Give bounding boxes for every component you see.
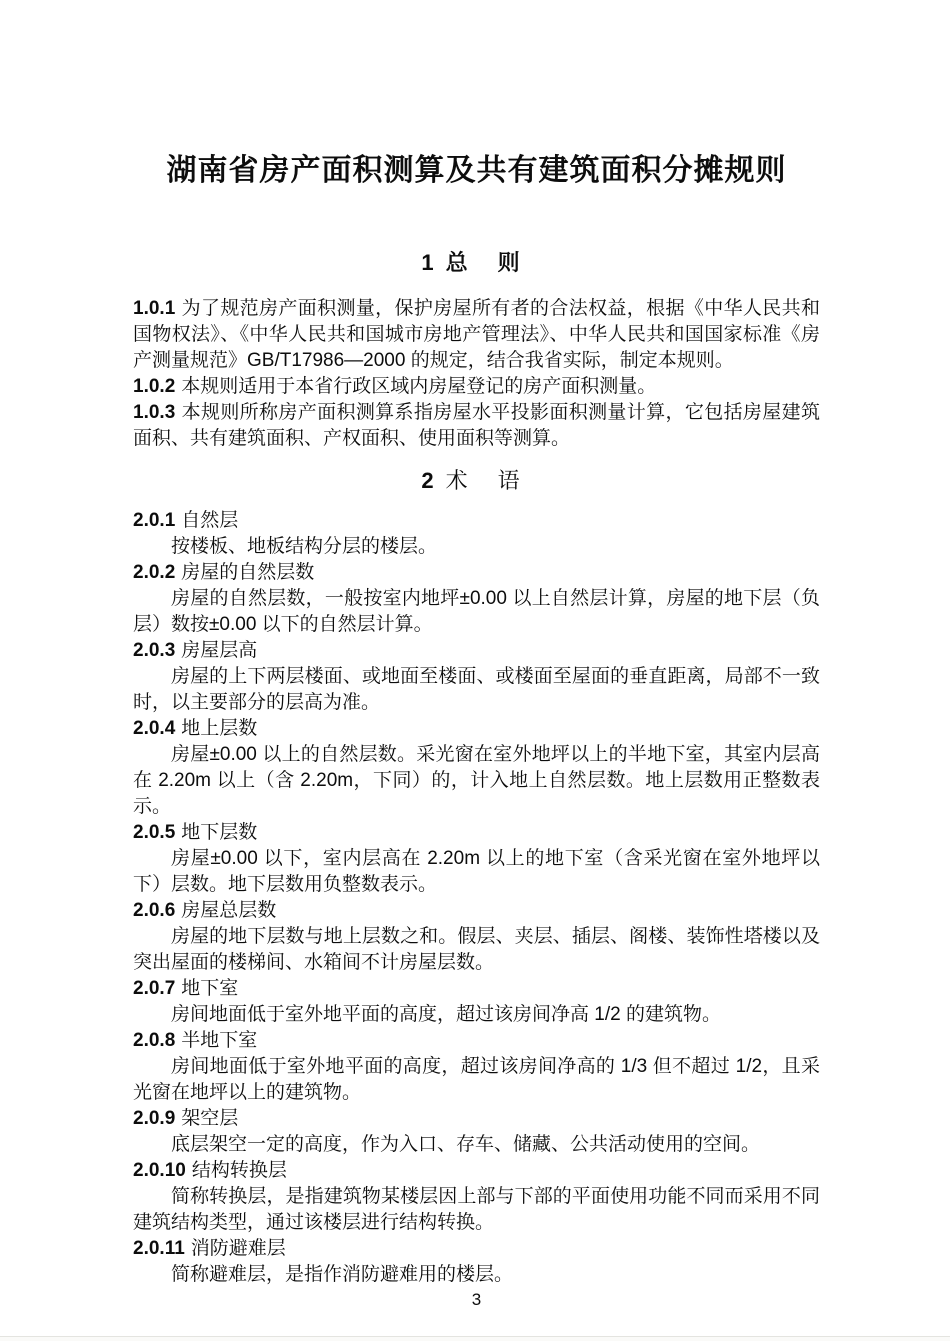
term-number: 2.0.5 bbox=[133, 822, 176, 843]
term-name: 消防避难层 bbox=[190, 1238, 286, 1259]
clause-number: 1.0.3 bbox=[133, 402, 176, 423]
term-head-2-0-2 bbox=[133, 560, 820, 586]
section-1-heading bbox=[133, 248, 820, 278]
term-name: 半地下室 bbox=[181, 1030, 258, 1051]
term-number: 2.0.10 bbox=[133, 1160, 186, 1181]
term-definition-2-0-7: 房间地面低于室外地平面的高度，超过该房间净高 1/2 的建筑物。 bbox=[171, 1004, 721, 1025]
term-definition-2-0-4: 房屋±0.00 以上的自然层数。采光窗在室外地坪以上的半地下室，其室内层高在 2.20m 以上（含 2.20m，下同）的，计入地上自然层数。地上层数用正整数表示。 bbox=[133, 744, 820, 817]
clause-number: 1.0.1 bbox=[133, 298, 176, 319]
term-name: 房屋总层数 bbox=[181, 900, 277, 921]
term-name: 架空层 bbox=[181, 1108, 239, 1129]
term-number: 2.0.9 bbox=[133, 1108, 176, 1129]
term-number: 2.0.4 bbox=[133, 718, 176, 739]
section-2-label: 术 语 bbox=[445, 468, 532, 493]
term-name: 地上层数 bbox=[181, 718, 258, 739]
term-definition-2-0-11: 简称避难层，是指作消防避难用的楼层。 bbox=[171, 1264, 514, 1285]
clause-1-0-1 bbox=[133, 296, 820, 374]
clause-text: 本规则所称房产面积测算系指房屋水平投影面积测量计算，它包括房屋建筑面积、共有建筑面积、产权面积、使用面积等测算。 bbox=[133, 402, 820, 449]
term-head-2-0-4 bbox=[133, 716, 820, 742]
term-number: 2.0.7 bbox=[133, 978, 176, 999]
clause-text: 本规则适用于本省行政区域内房屋登记的房产面积测量。 bbox=[181, 376, 657, 397]
term-number: 2.0.8 bbox=[133, 1030, 176, 1051]
clause-1-0-3 bbox=[133, 400, 820, 452]
section-1-number: 1 bbox=[421, 250, 434, 275]
section-2-heading bbox=[133, 466, 820, 496]
term-number: 2.0.11 bbox=[133, 1238, 185, 1259]
term-name: 结构转换层 bbox=[191, 1160, 287, 1181]
footer-divider bbox=[0, 1336, 950, 1341]
term-definition-2-0-5: 房屋±0.00 以下，室内层高在 2.20m 以上的地下室（含采光窗在室外地坪以下）层数。地下层数用负整数表示。 bbox=[133, 848, 820, 895]
term-number: 2.0.2 bbox=[133, 562, 176, 583]
term-name: 房屋层高 bbox=[181, 640, 258, 661]
clause-text: 为了规范房产面积测量，保护房屋所有者的合法权益，根据《中华人民共和国物权法》、《中华人民共和国城市房地产管理法》、中华人民共和国国家标准《房产测量规范》GB/T17986—2000 的规定，结合我省实际，制定本规则。 bbox=[133, 298, 820, 371]
page-number: 3 bbox=[471, 1290, 482, 1309]
document-title: 湖南省房产面积测算及共有建筑面积分摊规则 bbox=[166, 154, 787, 187]
term-name: 房屋的自然层数 bbox=[181, 562, 315, 583]
term-definition-2-0-2: 房屋的自然层数，一般按室内地坪±0.00 以上自然层计算，房屋的地下层（负层）数按±0.00 以下的自然层计算。 bbox=[133, 588, 820, 635]
term-head-2-0-1 bbox=[133, 508, 820, 534]
term-head-2-0-3 bbox=[133, 638, 820, 664]
term-head-2-0-6 bbox=[133, 898, 820, 924]
term-head-2-0-8 bbox=[133, 1028, 820, 1054]
term-definition-2-0-9: 底层架空一定的高度，作为入口、存车、储藏、公共活动使用的空间。 bbox=[171, 1134, 761, 1155]
term-name: 地下层数 bbox=[181, 822, 258, 843]
term-number: 2.0.6 bbox=[133, 900, 176, 921]
term-definition-2-0-8: 房间地面低于室外地平面的高度，超过该房间净高的 1/3 但不超过 1/2，且采光窗在地坪以上的建筑物。 bbox=[133, 1056, 820, 1103]
term-number: 2.0.1 bbox=[133, 510, 176, 531]
term-head-2-0-11 bbox=[133, 1236, 820, 1262]
term-name: 地下室 bbox=[181, 978, 239, 999]
term-head-2-0-10 bbox=[133, 1158, 820, 1184]
term-head-2-0-7 bbox=[133, 976, 820, 1002]
clause-1-0-2 bbox=[133, 374, 820, 400]
term-definition-2-0-6: 房屋的地下层数与地上层数之和。假层、夹层、插层、阁楼、装饰性塔楼以及突出屋面的楼梯间、水箱间不计房屋层数。 bbox=[133, 926, 820, 973]
term-number: 2.0.3 bbox=[133, 640, 176, 661]
term-head-2-0-9 bbox=[133, 1106, 820, 1132]
term-name: 自然层 bbox=[181, 510, 239, 531]
section-2-number: 2 bbox=[421, 468, 434, 493]
term-definition-2-0-10: 简称转换层，是指建筑物某楼层因上部与下部的平面使用功能不同而采用不同建筑结构类型，通过该楼层进行结构转换。 bbox=[133, 1186, 820, 1233]
term-definition-2-0-3: 房屋的上下两层楼面、或地面至楼面、或楼面至屋面的垂直距离，局部不一致时，以主要部分的层高为准。 bbox=[133, 666, 820, 713]
section-1-label: 总 则 bbox=[445, 250, 532, 275]
term-head-2-0-5 bbox=[133, 820, 820, 846]
clause-number: 1.0.2 bbox=[133, 376, 176, 397]
term-definition-2-0-1: 按楼板、地板结构分层的楼层。 bbox=[171, 536, 438, 557]
